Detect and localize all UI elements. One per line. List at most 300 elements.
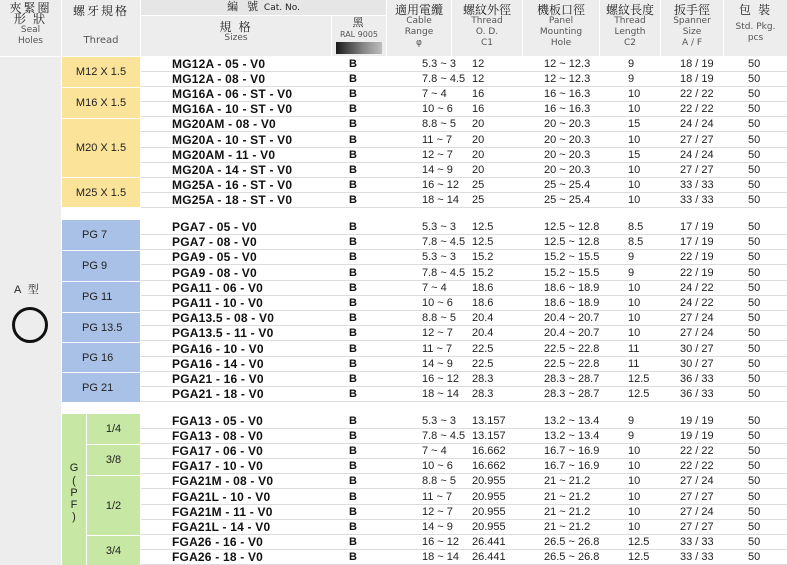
panel-hole-cell: 13.2 ~ 13.4 [544,430,600,443]
thread-length-cell: 12.5 [628,535,650,548]
spanner-size-cell: 22 / 22 [680,103,714,116]
color-cell: B [349,445,357,458]
std-pkg-cell: 50 [748,163,761,176]
table-row [141,281,787,296]
panel-hole-cell: 20.4 ~ 20.7 [544,312,600,325]
std-pkg-cell: 50 [748,297,761,309]
thread-od-cell: 22.5 [472,342,494,355]
table-row [141,57,787,72]
thread-length-cell: 10 [628,88,641,101]
thread-length-cell: 15 [628,148,641,161]
cat-no-cell: FGA13 - 05 - V0 [172,414,264,428]
thread-length-cell: 9 [628,266,635,279]
spanner-size-cell: 18 / 19 [680,73,714,86]
header-pkg-zh: 包 裝 [738,3,773,17]
spanner-size-cell: 36 / 33 [680,388,714,401]
panel-hole-cell: 26.5 ~ 26.8 [544,550,600,563]
header-panel-hole [523,0,599,56]
spanner-size-cell: 27 / 24 [680,312,714,325]
seal-shape-column [0,57,61,565]
panel-hole-cell: 25 ~ 25.4 [544,193,591,206]
thread-od-cell: 13.157 [472,430,506,443]
cat-no-cell: FGA21M - 11 - V0 [172,504,273,519]
spanner-size-cell: 27 / 27 [680,490,714,503]
color-cell: B [349,193,357,206]
panel-hole-cell: 18.6 ~ 18.9 [544,281,600,294]
cable-range-cell: 18 ~ 14 [422,388,460,401]
thread-length-cell: 11 [628,357,640,370]
cat-no-cell: PGA16 - 14 - V0 [172,356,264,371]
spanner-size-cell: 22 / 22 [680,445,714,458]
cable-range-cell: 12 ~ 7 [422,327,453,340]
header-cable-en-1: Cable [406,16,432,26]
table-row [141,87,787,102]
header-spanner-en-2: Size [682,27,702,37]
thread-od-cell: 13.157 [472,415,506,427]
cable-range-cell: 12 ~ 7 [422,505,453,518]
thread-od-cell: 20.955 [472,505,506,518]
cat-no-cell: PGA21 - 18 - V0 [172,387,264,402]
thread-od-cell: 26.441 [472,550,506,563]
header-sizes-en: Sizes [224,33,248,43]
std-pkg-cell: 50 [748,58,761,70]
std-pkg-cell: 50 [748,281,761,294]
color-cell: B [349,178,357,191]
thread-od-cell: 20 [472,118,485,131]
thread-cell-m20: M20 X 1.5 [62,119,140,177]
color-cell: B [349,118,357,131]
thread-od-cell: 15.2 [472,266,494,279]
color-cell: B [349,58,357,70]
table-row [141,220,787,235]
header-cat-en: Cat. No. [263,3,300,13]
color-cell: B [349,163,357,176]
std-pkg-cell: 50 [748,312,761,325]
header-od-zh: 螺紋外徑 [462,3,511,17]
panel-hole-cell: 21 ~ 21.2 [544,505,591,518]
thread-od-cell: 12 [472,73,485,86]
header-pkg-en-2: pcs [747,33,764,43]
header-tlen-en-2: Length [614,27,646,37]
thread-length-cell: 10 [628,193,641,206]
spanner-size-cell: 33 / 33 [680,550,714,563]
panel-hole-cell: 12 ~ 12.3 [544,58,591,70]
panel-hole-cell: 15.2 ~ 15.5 [544,251,600,264]
thread-length-cell: 15 [628,118,641,131]
cable-range-cell: 7 ~ 4 [422,445,447,458]
panel-hole-cell: 20 ~ 20.3 [544,133,591,146]
color-cell: B [349,430,357,443]
std-pkg-cell: 50 [748,357,761,370]
spanner-size-cell: 27 / 27 [680,163,714,176]
panel-hole-cell: 28.3 ~ 28.7 [544,373,600,385]
thread-length-cell: 10 [628,520,641,533]
std-pkg-cell: 50 [748,475,761,488]
table-row [141,490,787,505]
cat-no-cell: PGA11 - 06 - V0 [172,280,264,295]
table-row [141,235,787,250]
table-row [141,163,787,178]
g-letter: G [69,462,79,474]
std-pkg-cell: 50 [748,535,761,548]
cable-range-cell: 5.3 ~ 3 [422,415,456,427]
header-spanner-en-3: A / F [681,38,703,48]
thread-cell-pg9: PG 9 [62,251,140,281]
cable-range-cell: 16 ~ 12 [422,178,460,191]
table-row [141,387,787,402]
header-spanner-en-1: Spanner [673,16,711,26]
color-cell: B [349,550,357,563]
cat-no-cell: PGA13.5 - 11 - V0 [172,326,274,341]
header-thread-od [452,0,522,56]
cable-range-cell: 8.8 ~ 5 [422,118,456,131]
thread-length-cell: 11 [628,342,640,355]
std-pkg-cell: 50 [748,266,761,279]
header-std-pkg [724,0,787,56]
table-row [141,178,787,193]
header-tlen-zh: 螺紋長度 [605,3,654,17]
thread-length-cell: 10 [628,460,641,473]
std-pkg-cell: 50 [748,415,761,427]
spanner-size-cell: 17 / 19 [680,236,714,249]
panel-hole-cell: 12 ~ 12.3 [544,73,591,86]
std-pkg-cell: 50 [748,118,761,131]
header-thread-zh: 螺牙規格 [72,4,129,18]
std-pkg-cell: 50 [748,193,761,206]
thread-od-cell: 20.955 [472,520,506,533]
cable-range-cell: 7 ~ 4 [422,88,447,101]
spanner-size-cell: 24 / 22 [680,281,714,294]
color-cell: B [349,297,357,309]
color-cell: B [349,460,357,473]
spanner-size-cell: 22 / 19 [680,251,714,264]
spanner-size-cell: 22 / 22 [680,460,714,473]
std-pkg-cell: 50 [748,88,761,101]
table-row [141,342,787,357]
cat-no-cell: MG12A - 08 - V0 [172,72,266,87]
thread-od-cell: 20.4 [472,312,494,325]
cable-range-cell: 11 ~ 7 [422,490,453,503]
thread-length-cell: 12.5 [628,388,650,401]
std-pkg-cell: 50 [748,236,761,249]
header-od-en-3: C1 [480,38,493,48]
header-seal-zh-1: 夾緊圈 [9,1,52,15]
thread-length-cell: 8.5 [628,221,644,233]
table-row [141,372,787,387]
spanner-size-cell: 33 / 33 [680,193,714,206]
color-cell: B [349,373,357,385]
color-cell: B [349,388,357,401]
table-row [141,414,787,429]
spanner-size-cell: 36 / 33 [680,373,714,385]
table-row [141,444,787,459]
spanner-size-cell: 22 / 22 [680,88,714,101]
thread-od-cell: 20 [472,163,485,176]
table-row [141,326,787,341]
header-cat-no [141,0,386,15]
cable-range-cell: 16 ~ 12 [422,373,460,385]
std-pkg-cell: 50 [748,178,761,191]
color-cell: B [349,475,357,488]
color-cell: B [349,221,357,233]
cat-no-cell: PGA13.5 - 08 - V0 [172,311,275,326]
panel-hole-cell: 22.5 ~ 22.8 [544,357,600,370]
cat-no-cell: PGA7 - 05 - V0 [172,220,257,234]
std-pkg-cell: 50 [748,445,761,458]
thread-od-cell: 20.4 [472,327,494,340]
table-row [141,505,787,520]
std-pkg-cell: 50 [748,460,761,473]
spanner-size-cell: 19 / 19 [680,415,714,427]
std-pkg-cell: 50 [748,388,761,401]
header-panel-en-1: Panel [548,16,574,26]
cable-range-cell: 5.3 ~ 3 [422,58,456,70]
color-cell: B [349,103,357,116]
color-cell: B [349,266,357,279]
cable-range-cell: 10 ~ 6 [422,297,453,309]
color-cell: B [349,357,357,370]
cat-no-cell: PGA11 - 10 - V0 [172,296,264,310]
header-thread-en: Thread [83,35,119,46]
thread-length-cell: 9 [628,251,635,264]
cat-no-cell: MG20AM - 11 - V0 [172,147,276,162]
header-spanner-zh: 扳手徑 [673,3,710,17]
header-color-zh: 黑 [352,17,366,29]
cat-no-cell: MG25A - 16 - ST - V0 [172,177,293,192]
std-pkg-cell: 50 [748,251,761,264]
spanner-size-cell: 22 / 19 [680,266,714,279]
spanner-size-cell: 17 / 19 [680,221,714,233]
thread-cell-pg16: PG 16 [62,343,140,372]
thread-od-cell: 25 [472,193,485,206]
color-cell: B [349,88,357,101]
cat-no-cell: FGA21L - 10 - V0 [172,489,271,504]
header-sizes [141,16,331,56]
thread-od-cell: 26.441 [472,535,506,548]
thread-length-cell: 12.5 [628,373,650,385]
header-seal-en-2: Holes [17,36,43,46]
header-seal-en-1: Seal [20,25,41,35]
cat-no-cell: MG12A - 05 - V0 [172,57,266,71]
header-tlen-en-1: Thread [614,16,646,26]
header-color [332,16,386,56]
spanner-size-cell: 30 / 27 [680,342,714,355]
thread-cell-pg7: PG 7 [62,220,140,250]
header-color-en: RAL 9005 [339,30,379,39]
spanner-size-cell: 27 / 24 [680,475,714,488]
thread-od-cell: 20.955 [472,475,506,488]
panel-hole-cell: 18.6 ~ 18.9 [544,297,600,309]
header-od-en-1: Thread [471,16,503,26]
cable-range-cell: 11 ~ 7 [422,133,453,146]
cable-range-cell: 8.8 ~ 5 [422,312,456,325]
thread-length-cell: 9 [628,415,635,427]
g-letter-f: F [70,499,78,511]
spanner-size-cell: 30 / 27 [680,357,714,370]
thread-od-cell: 20.955 [472,490,506,503]
thread-od-cell: 18.6 [472,297,494,309]
g-paren-close: ) [72,511,76,523]
color-cell: B [349,312,357,325]
cat-no-cell: MG20A - 14 - ST - V0 [172,162,293,177]
panel-hole-cell: 25 ~ 25.4 [544,178,591,191]
header-thread [62,0,140,56]
panel-hole-cell: 21 ~ 21.2 [544,520,591,533]
cat-no-cell: MG16A - 06 - ST - V0 [172,87,293,102]
spanner-size-cell: 24 / 24 [680,118,714,131]
thread-length-cell: 9 [628,430,635,443]
panel-hole-cell: 21 ~ 21.2 [544,490,591,503]
std-pkg-cell: 50 [748,133,761,146]
thread-length-cell: 12.5 [628,550,650,563]
cat-no-cell: FGA26 - 16 - V0 [172,534,264,549]
thread-length-cell: 10 [628,505,641,518]
thread-cell-g38: 3/8 [87,445,140,475]
std-pkg-cell: 50 [748,103,761,116]
cat-no-cell: PGA21 - 16 - V0 [172,372,264,386]
header-cable-en-2: Range [404,27,434,37]
table-row [141,474,787,489]
cable-range-cell: 14 ~ 9 [422,357,453,370]
thread-od-cell: 12.5 [472,236,494,249]
header-cable-zh: 適用電纜 [394,3,443,17]
spanner-size-cell: 19 / 19 [680,430,714,443]
table-row [141,250,787,265]
table-row [141,357,787,372]
thread-od-cell: 28.3 [472,388,494,401]
table-row [141,296,787,311]
std-pkg-cell: 50 [748,327,761,340]
color-cell: B [349,148,357,161]
std-pkg-cell: 50 [748,505,761,518]
color-cell: B [349,490,357,503]
thread-cell-m12: M12 X 1.5 [62,57,140,87]
thread-length-cell: 8.5 [628,236,644,249]
cable-range-cell: 5.3 ~ 3 [422,221,456,233]
color-cell: B [349,281,357,294]
color-swatch-black [336,42,382,54]
color-cell: B [349,73,357,86]
header-seal-zh-2: 形 狀 [13,12,48,26]
panel-hole-cell: 16 ~ 16.3 [544,88,591,101]
thread-od-cell: 20 [472,148,485,161]
header-panel-en-2: Mounting [539,27,583,37]
thread-cell-m25: M25 X 1.5 [62,178,140,207]
cable-range-cell: 14 ~ 9 [422,520,453,533]
table-row [141,311,787,326]
color-cell: B [349,535,357,548]
table-row [141,520,787,535]
thread-g-pf-label [62,414,86,565]
panel-hole-cell: 26.5 ~ 26.8 [544,535,600,548]
cable-range-cell: 10 ~ 6 [422,460,453,473]
cable-range-cell: 7.8 ~ 4.5 [422,73,466,86]
thread-od-cell: 16.662 [472,460,506,473]
panel-hole-cell: 28.3 ~ 28.7 [544,388,600,401]
panel-hole-cell: 16.7 ~ 16.9 [544,460,600,473]
thread-cell-g34: 3/4 [87,536,140,565]
header-sizes-zh: 規 格 [219,20,253,34]
color-cell: B [349,415,357,427]
thread-length-cell: 10 [628,133,641,146]
thread-cell-m16: M16 X 1.5 [62,88,140,118]
cat-no-cell: PGA16 - 10 - V0 [172,341,264,356]
cat-no-cell: MG20A - 10 - ST - V0 [172,132,293,147]
spanner-size-cell: 24 / 22 [680,297,714,309]
color-cell: B [349,505,357,518]
cat-no-cell: MG20AM - 08 - V0 [172,117,276,132]
header-thread-length [600,0,660,56]
spanner-size-cell: 33 / 33 [680,535,714,548]
cat-no-cell: FGA13 - 08 - V0 [172,429,264,444]
color-cell: B [349,251,357,264]
header-cable-en-3: φ [416,38,422,48]
thread-length-cell: 10 [628,281,641,294]
g-letter-p: P [70,487,78,499]
cat-no-cell: PGA7 - 08 - V0 [172,235,257,250]
thread-length-cell: 10 [628,297,641,309]
std-pkg-cell: 50 [748,373,761,385]
thread-od-cell: 12 [472,58,485,70]
cable-range-cell: 16 ~ 12 [422,535,460,548]
thread-length-cell: 10 [628,312,641,325]
std-pkg-cell: 50 [748,490,761,503]
cat-no-cell: MG25A - 18 - ST - V0 [172,192,293,207]
thread-cell-pg21: PG 21 [62,373,140,402]
panel-hole-cell: 15.2 ~ 15.5 [544,266,600,279]
seal-circle-icon [12,307,48,343]
cable-range-cell: 14 ~ 9 [422,163,453,176]
table-row [141,459,787,474]
cat-no-cell: FGA17 - 10 - V0 [172,459,264,474]
thread-od-cell: 22.5 [472,357,494,370]
thread-length-cell: 10 [628,327,641,340]
color-cell: B [349,520,357,533]
table-row [141,193,787,208]
thread-od-cell: 16.662 [472,445,506,458]
cable-range-cell: 7.8 ~ 4.5 [422,266,466,279]
thread-cell-pg11: PG 11 [62,282,140,312]
cat-no-cell: MG16A - 10 - ST - V0 [172,102,293,117]
section-gap-1 [62,208,787,219]
std-pkg-cell: 50 [748,221,761,233]
thread-od-cell: 12.5 [472,221,494,233]
header-cable-range [387,0,451,56]
spanner-size-cell: 24 / 24 [680,148,714,161]
table-row [141,550,787,565]
cable-range-cell: 7.8 ~ 4.5 [422,236,466,249]
std-pkg-cell: 50 [748,148,761,161]
panel-hole-cell: 20 ~ 20.3 [544,163,591,176]
cat-no-cell: PGA9 - 05 - V0 [172,250,257,265]
header-seal-holes [0,0,61,56]
thread-od-cell: 16 [472,88,485,101]
cat-no-cell: FGA17 - 06 - V0 [172,444,264,459]
cable-range-cell: 18 ~ 14 [422,193,460,206]
thread-length-cell: 10 [628,490,641,503]
table-row [141,133,787,148]
spanner-size-cell: 27 / 27 [680,133,714,146]
thread-length-cell: 10 [628,163,641,176]
color-cell: B [349,133,357,146]
panel-hole-cell: 16 ~ 16.3 [544,103,591,116]
color-cell: B [349,236,357,249]
panel-hole-cell: 13.2 ~ 13.4 [544,415,600,427]
panel-hole-cell: 20 ~ 20.3 [544,148,591,161]
table-row [141,535,787,550]
cable-range-cell: 12 ~ 7 [422,148,453,161]
table-header [0,0,787,56]
